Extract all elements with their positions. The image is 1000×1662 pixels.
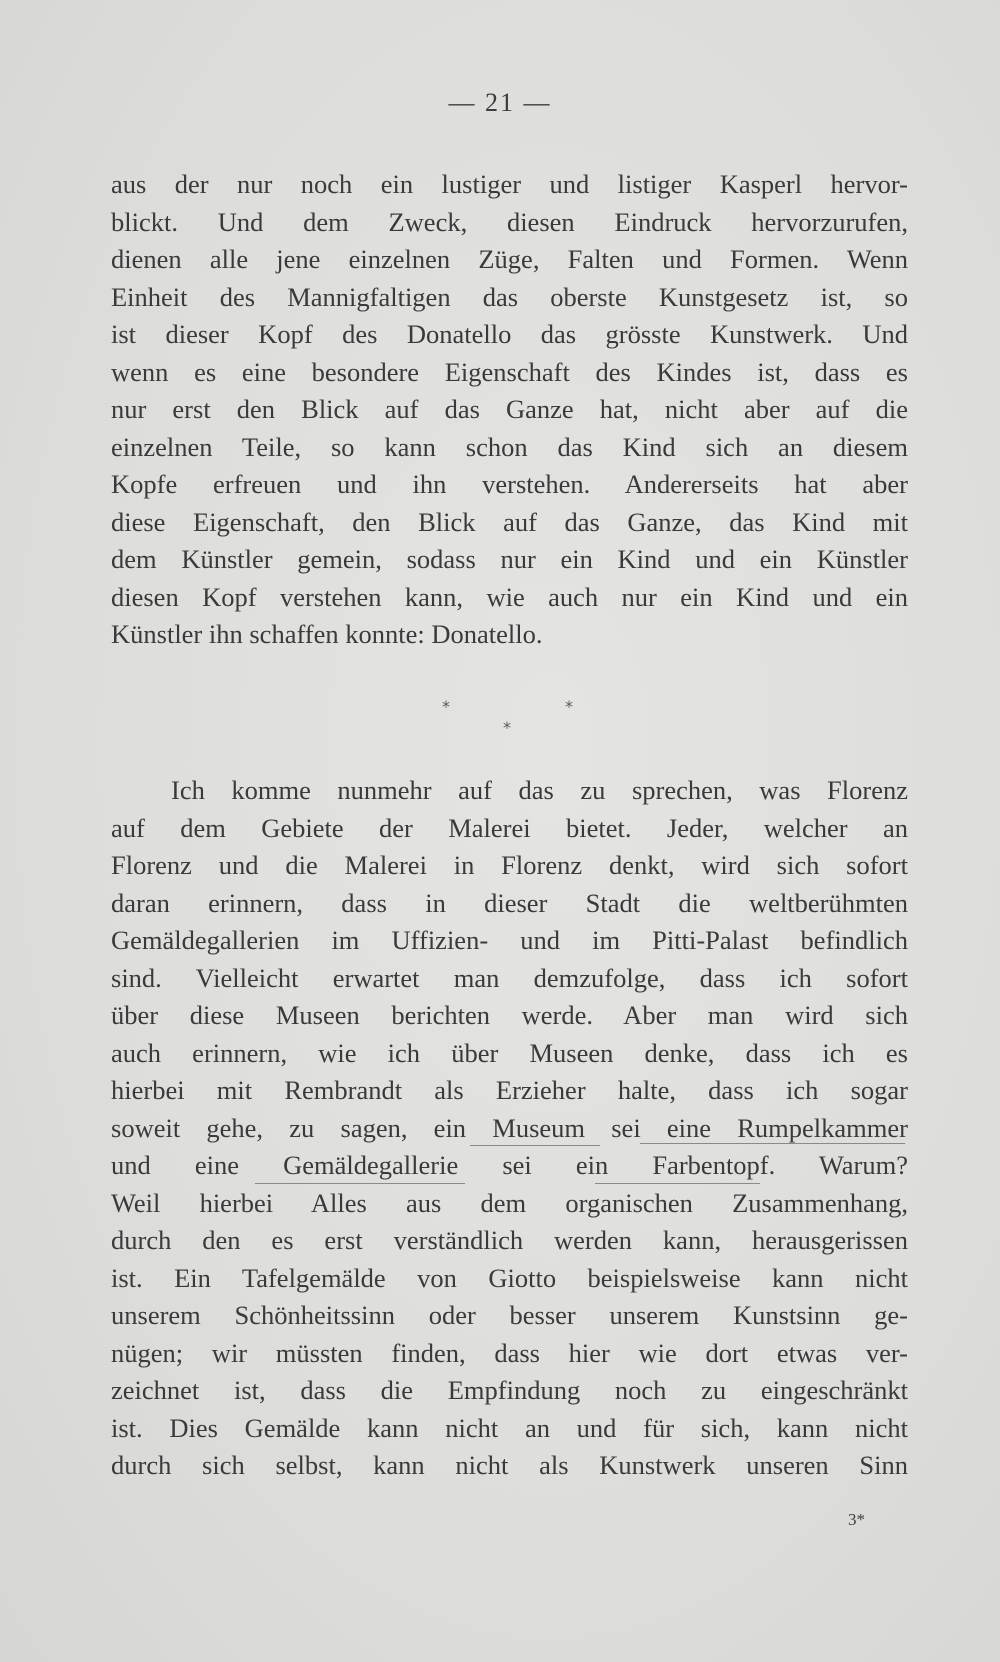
- text-line: einzelnen Teile, so kann schon das Kind sich an diesem: [111, 431, 908, 462]
- text-line: soweit gehe, zu sagen, ein Museum sei eine Rumpelkammer: [111, 1112, 908, 1143]
- text-line: wenn es eine besondere Eigenschaft des Kindes ist, dass es: [111, 356, 908, 387]
- text-line: über diese Museen berichten werde. Aber man wird sich: [111, 1000, 908, 1030]
- text-line: ist. Ein Tafelgemälde von Giotto beispielsweise kann nicht: [111, 1262, 908, 1293]
- text-line: blickt. Und dem Zweck, diesen Eindruck hervorzurufen,: [111, 206, 908, 237]
- asterisk-icon: *: [503, 718, 511, 737]
- text-line: Kopfe erfreuen und ihn verstehen. Andererseits hat aber: [111, 469, 908, 499]
- pencil-underline: [470, 1145, 600, 1146]
- text-line: dienen alle jene einzelnen Züge, Falten und Formen. Wenn: [111, 244, 908, 274]
- pencil-underline: [255, 1183, 465, 1184]
- text-line: Weil hierbei Alles aus dem organischen Zusammenhang,: [111, 1187, 908, 1218]
- pencil-underline: [595, 1183, 760, 1184]
- text-line: ist dieser Kopf des Donatello das grösste Kunstwerk. Und: [111, 319, 908, 349]
- text-line: Künstler ihn schaffen konnte: Donatello.: [111, 619, 543, 649]
- text-line: Ich komme nunmehr auf das zu sprechen, was Florenz: [171, 775, 908, 805]
- text-line: nügen; wir müssten finden, dass hier wie dort etwas ver-: [111, 1337, 908, 1368]
- asterisk-icon: *: [442, 697, 450, 716]
- asterism-divider: [0, 692, 1000, 752]
- text-line: sind. Vielleicht erwartet man demzufolge, dass ich sofort: [111, 962, 908, 993]
- text-line: daran erinnern, dass in dieser Stadt die weltberühmten: [111, 887, 908, 918]
- text-line: diese Eigenschaft, den Blick auf das Ganze, das Kind mit: [111, 506, 908, 537]
- text-line: nur erst den Blick auf das Ganze hat, nicht aber auf die: [111, 394, 908, 424]
- paragraph-2: [111, 772, 908, 1485]
- text-line: durch sich selbst, kann nicht als Kunstwerk unseren Sinn: [111, 1450, 908, 1480]
- text-line: dem Künstler gemein, sodass nur ein Kind und ein Künstler: [111, 544, 908, 574]
- text-line: diesen Kopf verstehen kann, wie auch nur ein Kind und ein: [111, 581, 908, 612]
- text-line: Florenz und die Malerei in Florenz denkt, wird sich sofort: [111, 850, 908, 880]
- text-line: durch den es erst verständlich werden kann, herausgerissen: [111, 1225, 908, 1255]
- text-line: hierbei mit Rembrandt als Erzieher halte, dass ich sogar: [111, 1075, 908, 1105]
- text-line: ist. Dies Gemälde kann nicht an und für sich, kann nicht: [111, 1412, 908, 1443]
- asterisk-icon: *: [565, 697, 573, 716]
- page-number: — 21 —: [448, 88, 552, 117]
- text-line: auch erinnern, wie ich über Museen denke, dass ich es: [111, 1037, 908, 1068]
- pencil-underline: [640, 1143, 905, 1144]
- text-line: zeichnet ist, dass die Empfindung noch zu eingeschränkt: [111, 1375, 908, 1405]
- signature-mark: 3*: [848, 1510, 865, 1529]
- text-line: unserem Schönheitssinn oder besser unserem Kunstsinn ge-: [111, 1300, 908, 1330]
- text-line: und eine Gemäldegallerie sei ein Farbentopf. Warum?: [111, 1150, 908, 1180]
- text-line: auf dem Gebiete der Malerei bietet. Jeder, welcher an: [111, 812, 908, 843]
- paragraph-1: [111, 166, 908, 654]
- text-line: Einheit des Mannigfaltigen das oberste Kunstgesetz ist, so: [111, 281, 908, 312]
- text-line: Gemäldegallerien im Uffizien- und im Pitti-Palast befindlich: [111, 925, 908, 955]
- text-line: aus der nur noch ein lustiger und listiger Kasperl hervor-: [111, 169, 908, 199]
